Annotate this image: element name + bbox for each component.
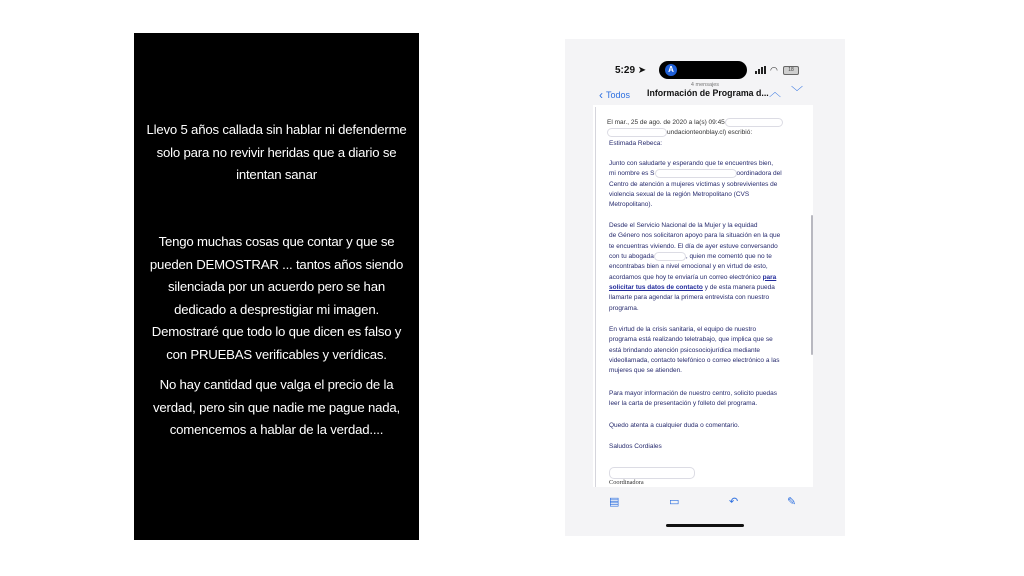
signature-title: Coordinadora xyxy=(609,479,644,486)
status-bar xyxy=(565,39,845,79)
redacted-block xyxy=(607,128,667,137)
story-paragraph-2 xyxy=(140,231,413,367)
story-line: Llevo 5 años callada sin hablar ni defenderme xyxy=(146,122,407,137)
redacted-block xyxy=(725,118,783,127)
mail-paragraph-4: Para mayor información de nuestro centro, solicito puedas leer la carta de presentación y folleto del programa. xyxy=(609,390,778,408)
mail-paragraph-2: Desde el Servicio Nacional de la Mujer y la equidad de Género nos solicitaron apoyo para la situación en la que te encuentras viviendo. El día de ayer estuve conversando con tu abogada , quien me comentó que no te encontrabas bien a nivel emocional y en virtud de esto, acordamos que hoy te enviaría un correo electrónico para solicitar tus datos de contacto y de esta manera pueda llamarte para agendar la primera entrevista con nuestro programa. xyxy=(609,222,781,312)
story-panel xyxy=(134,33,419,540)
message-count: 4 mensajes xyxy=(690,82,720,88)
story-line: dedicado a desprestigiar mi imagen. xyxy=(174,301,379,317)
redacted-block xyxy=(655,169,737,178)
reply-icon[interactable]: ↶ xyxy=(729,496,739,508)
phone-screenshot xyxy=(565,39,845,536)
quoted-header: El mar., 25 de ago. de 2020 a la(s) 09:45 xyxy=(607,118,783,129)
wifi-icon: ◠ xyxy=(770,65,778,75)
mail-closing: Saludos Cordiales xyxy=(609,443,662,450)
story-line: comencemos a hablar de la verdad.... xyxy=(169,422,384,438)
quoted-header-sender: undacionteonblay.cl) escribió: xyxy=(607,128,752,139)
mail-paragraph-3: En virtud de la crisis sanitaria, el equipo de nuestro programa está realizando teletrabajo, que implica que se está brindando atención psicosociojurídica mediante videollamada, contacto telefónico o correo electrónico a las mujeres que se atienden. xyxy=(609,326,780,375)
story-line: No hay cantidad que valga el precio de la xyxy=(159,377,394,392)
mail-nav-bar xyxy=(565,79,845,103)
story-line: silenciada por un acuerdo pero se han xyxy=(168,279,385,295)
chevron-left-icon: ‹ xyxy=(599,88,603,102)
quote-bar xyxy=(595,107,596,487)
story-line: pueden DEMOSTRAR ... tantos años siendo xyxy=(149,256,404,272)
contact-data-link[interactable]: para xyxy=(762,273,777,281)
location-arrow-icon: ➤ xyxy=(637,65,647,76)
story-line: Tengo muchas cosas que contar y que se xyxy=(158,234,395,249)
mail-paragraph-5: Quedo atenta a cualquier duda o comentario. xyxy=(609,422,740,429)
home-indicator[interactable] xyxy=(666,524,744,527)
redacted-block xyxy=(654,252,686,261)
mail-toolbar xyxy=(565,491,845,511)
story-paragraph-3 xyxy=(140,374,413,442)
story-line: verdad, pero sin que nadie me pague nada, xyxy=(153,399,400,415)
app-badge-icon: A xyxy=(665,64,677,76)
battery-icon: 18 xyxy=(783,66,799,75)
story-line: solo para no revivir heridas que a diario se xyxy=(156,144,397,160)
chevron-down-icon[interactable]: ﹀ xyxy=(791,85,804,99)
signal-icon xyxy=(755,66,767,74)
mail-paragraph-1: Junto con saludarte y esperando que te encuentres bien, mi nombre es S oordinadora del Centro de atención a mujeres víctimas y sobrevivientes de violencia sexual de la región Metropolitano (CVS Metropolitano). xyxy=(609,160,782,209)
mail-body[interactable] xyxy=(593,105,813,487)
dynamic-island[interactable] xyxy=(659,61,747,79)
story-line: con PRUEBAS verificables y verídicas. xyxy=(166,346,387,362)
contact-data-link[interactable]: solicitar tus datos de contacto xyxy=(609,284,703,291)
story-paragraph-1 xyxy=(140,119,413,187)
compose-icon[interactable]: ✎ xyxy=(787,496,797,508)
scrollbar[interactable] xyxy=(811,215,813,355)
status-time: 5:29 ➤ xyxy=(615,65,647,76)
mail-subject-title: Información de Programa d... xyxy=(647,88,769,98)
story-line: Demostraré que todo lo que dicen es falso y xyxy=(151,324,402,340)
back-label: Todos xyxy=(606,90,631,100)
back-button[interactable] xyxy=(599,87,630,101)
mail-greeting: Estimada Rebeca: xyxy=(609,140,663,147)
story-line: intentan sanar xyxy=(236,167,317,183)
archive-icon[interactable]: ▤ xyxy=(609,496,620,508)
folder-icon[interactable]: ▭ xyxy=(669,496,680,508)
chevron-up-icon[interactable]: ︿ xyxy=(769,85,782,99)
